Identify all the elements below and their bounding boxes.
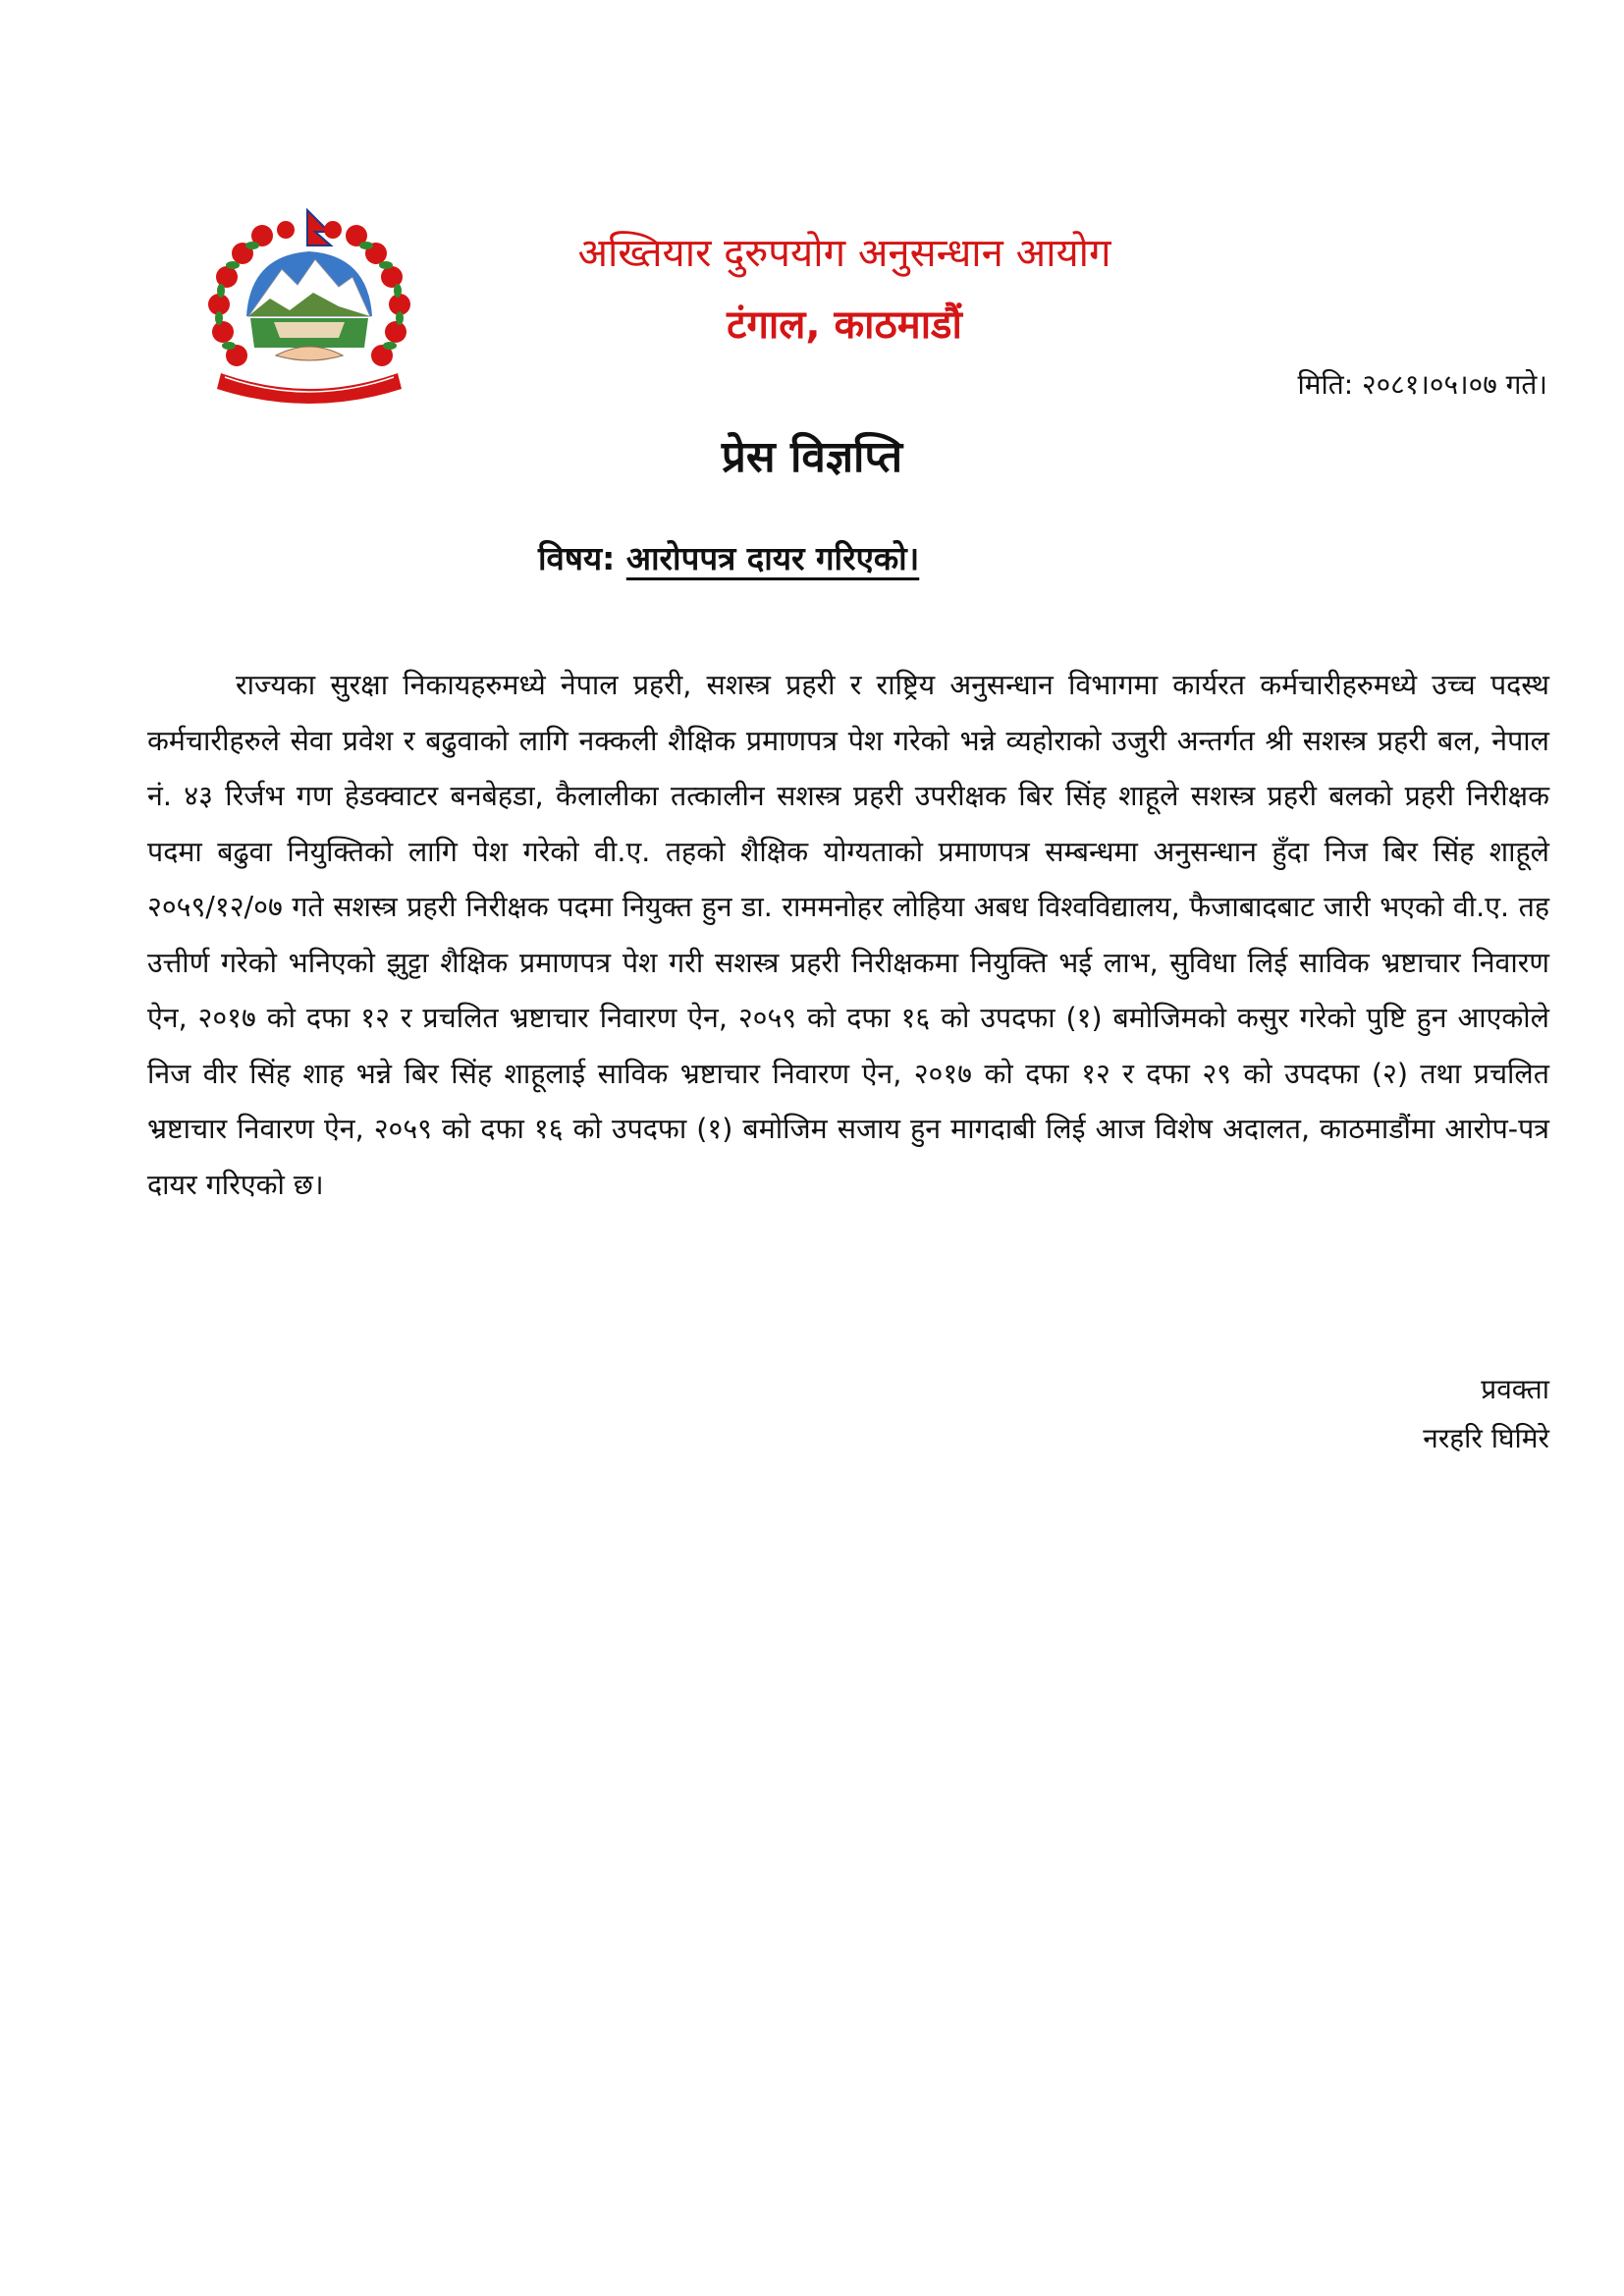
subject-line [538,535,919,582]
subject-value: आरोपपत्र दायर गरिएको। [625,539,920,577]
body-paragraph: राज्यका सुरक्षा निकायहरुमध्ये नेपाल प्रहरी, सशस्त्र प्रहरी र राष्ट्रिय अनुसन्धान विभागमा कार्यरत कर्मचारीहरुमध्ये उच्च पदस्थ कर्मचारीहरुले सेवा प्रवेश र बढुवाको लागि नक्कली शैक्षिक प्रमाणपत्र पेश गरेको भन्ने व्यहोराको उजुरी अन्तर्गत श्री सशस्त्र प्रहरी बल, नेपाल नं. ४३ रिर्जभ गण हेडक्वाटर बनबेहडा, कैलालीका तत्कालीन सशस्त्र प्रहरी उपरीक्षक बिर सिंह शाहूले सशस्त्र प्रहरी बलको प्रहरी निरीक्षक पदमा बढुवा नियुक्तिको लागि पेश गरेको वी.ए. तहको शैक्षिक योग्यताको प्रमाणपत्र सम्बन्धमा अनुसन्धान हुँदा निज बिर सिंह शाहूले २०५९/१२/०७ गते सशस्त्र प्रहरी निरीक्षक पदमा नियुक्त हुन डा. राममनोहर लोहिया अबध विश्वविद्यालय, फैजाबादबाट जारी भएको वी.ए. तह उत्तीर्ण गरेको भनिएको झुट्टा शैक्षिक प्रमाणपत्र पेश गरी सशस्त्र प्रहरी निरीक्षकमा नियुक्ति भई लाभ, सुविधा लिई साविक भ्रष्टाचार निवारण ऐन, २०१७ को दफा १२ र प्रचलित भ्रष्टाचार निवारण ऐन, २०५९ को दफा १६ को उपदफा (१) बमोजिमको कसुर गरेको पुष्टि हुन आएकोले निज वीर सिंह शाह भन्ने बिर सिंह शाहूलाई साविक भ्रष्टाचार निवारण ऐन, २०१७ को दफा १२ र दफा २९ को उपदफा (२) तथा प्रचलित भ्रष्टाचार निवारण ऐन, २०५९ को दफा १६ को उपदफा (१) बमोजिम सजाय हुन मागदाबी लिई आज विशेष अदालत, काठमाडौंमा आरोप-पत्र दायर गरिएको छ। [147,669,1549,1201]
signature-block [1423,1365,1549,1463]
signature-role: प्रवक्ता [1481,1373,1549,1405]
date-line: मिति: २०८१।०५।०७ गते। [1297,368,1547,401]
nepal-emblem-logo [191,208,427,414]
signature-name: नरहरि घिमिरे [1423,1422,1549,1454]
subject-label: विषय: [538,539,616,577]
page-title: प्रेस विज्ञप्ति [721,432,903,482]
organization-name: अख्तियार दुरुपयोग अनुसन्धान आयोग [577,231,1111,276]
organization-address: टंगाल, काठमाडौं [727,302,962,348]
